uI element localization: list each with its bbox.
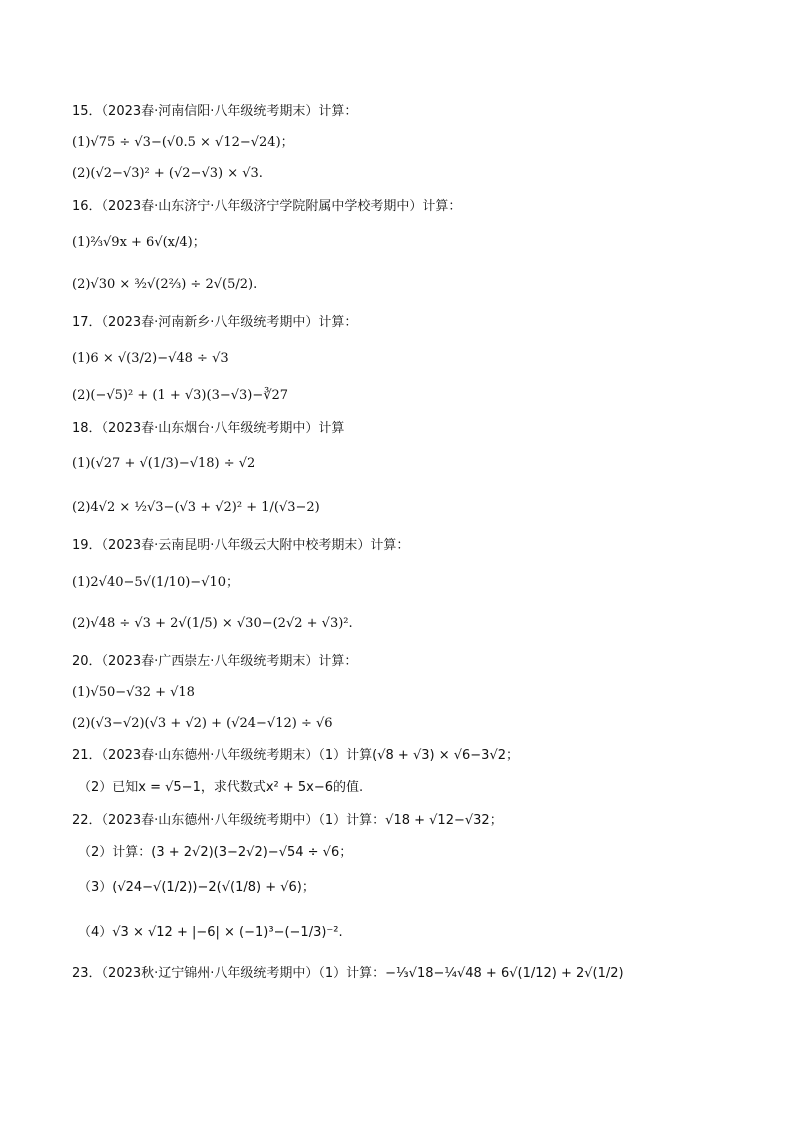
problem-19-part-2: (2)√48 ÷ √3 + 2√(1/5) × √30−(2√2 + √3)². (72, 616, 353, 631)
problem-22-part-3: （3）(√24−√(1/2))−2(√(1/8) + √6)； (78, 880, 315, 895)
problem-16-header: 16．（2023春·山东济宁·八年级济宁学院附属中学校考期中）计算： (72, 199, 462, 214)
problem-22-part-4: （4）√3 × √12 + |−6| × (−1)³−(−1/3)⁻². (78, 925, 343, 940)
problem-18-part-1: (1)(√27 + √(1/3)−√18) ÷ √2 (72, 456, 256, 471)
problem-15-part-1: (1)√75 ÷ √3−(√0.5 × √12−√24)； (72, 135, 294, 150)
problem-21-part-2: （2）已知x = √5−1，求代数式x² + 5x−6的值. (78, 780, 364, 795)
problem-18-part-2: (2)4√2 × ¹⁄₂√3−(√3 + √2)² + 1/(√3−2) (72, 500, 320, 515)
problem-17-part-2: (2)(−√5)² + (1 + √3)(3−√3)−∛27 (72, 388, 289, 403)
problem-22-header: 22．（2023春·山东德州·八年级统考期中）（1）计算：√18 + √12−√32； (72, 813, 503, 828)
problem-15-header: 15．（2023春·河南信阳·八年级统考期末）计算： (72, 104, 358, 119)
problem-20-header: 20．（2023春·广西崇左·八年级统考期末）计算： (72, 654, 358, 669)
problem-16-part-1: (1)²⁄₃√9x + 6√(x/4)； (72, 235, 206, 250)
problem-17-part-1: (1)6 × √(3/2)−√48 ÷ √3 (72, 351, 229, 366)
problem-15-part-2: (2)(√2−√3)² + (√2−√3) × √3. (72, 166, 263, 181)
problem-20-part-2: (2)(√3−√2)(√3 + √2) + (√24−√12) ÷ √6 (72, 716, 333, 731)
problem-23-header: 23．（2023秋·辽宁锦州·八年级统考期中）（1）计算：−⅓√18−¼√48 + 6√(1/12) + 2√(1/2) (72, 966, 624, 981)
problem-18-header: 18．（2023春·山东烟台·八年级统考期中）计算 (72, 421, 345, 436)
problem-19-header: 19．（2023春·云南昆明·八年级云大附中校考期末）计算： (72, 538, 410, 553)
problem-22-part-2: （2）计算：(3 + 2√2)(3−2√2)−√54 ÷ √6； (78, 845, 353, 860)
problem-21-header: 21．（2023春·山东德州·八年级统考期末）（1）计算(√8 + √3) × √6−3√2； (72, 748, 520, 763)
problem-16-part-2: (2)√30 × ³⁄₂√(2⅔) ÷ 2√(5/2). (72, 277, 258, 292)
problem-19-part-1: (1)2√40−5√(1/10)−√10； (72, 575, 240, 590)
problem-20-part-1: (1)√50−√32 + √18 (72, 685, 195, 700)
problem-17-header: 17．（2023春·河南新乡·八年级统考期中）计算： (72, 315, 358, 330)
